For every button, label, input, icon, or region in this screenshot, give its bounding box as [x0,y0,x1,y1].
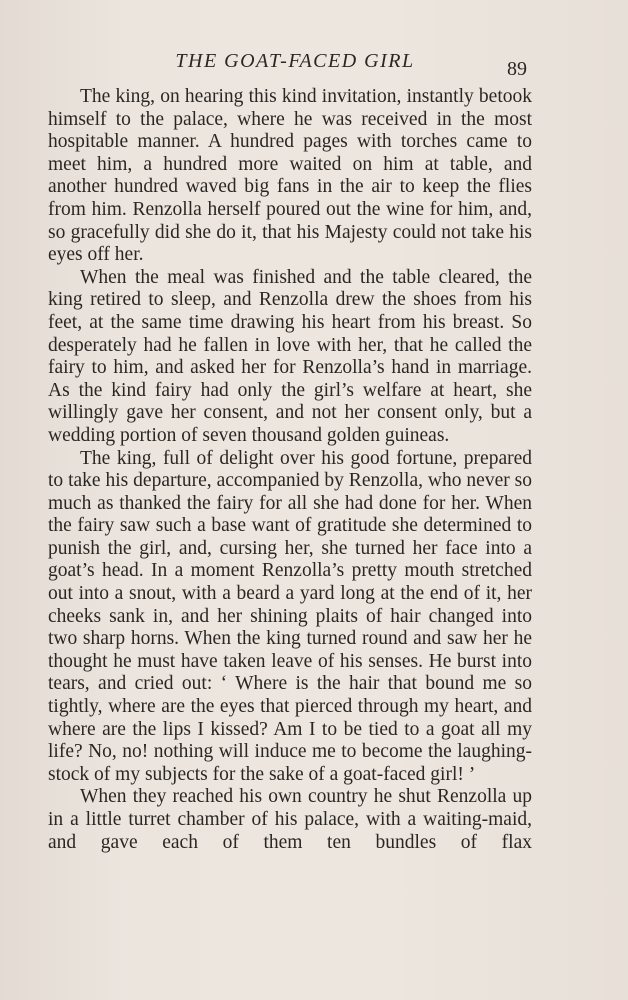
paragraph-3: The king, full of delight over his good fortune, prepared to take his departure, accompanied by Renzolla, who never so much as thanked the fairy for all she had done for her. When the fairy saw such a base want of gratitude she determined to punish the girl, and, cursing her, she turned her face into a goat’s head. In a moment Renzolla’s pretty mouth stretched out into a snout, with a beard a yard long at the end of it, her cheeks sank in, and her shining plaits of hair changed into two sharp horns. When the king turned round and saw her he thought he must have taken leave of his senses. He burst into tears, and cried out: ‘ Where is the hair that bound me so tightly, where are the eyes that pierced through my heart, and where are the lips I kissed? Am I to be tied to a goat all my life? No, no! nothing will induce me to become the laughing-stock of my subjects for the sake of a goat-faced girl! ’ [48,447,532,785]
running-title: THE GOAT-FACED GIRL [175,50,415,72]
paragraph-2: When the meal was finished and the table cleared, the king retired to sleep, and Renzolla drew the shoes from his feet, at the same time drawing his heart from his breast. So desperately had he fallen in love with her, that he called the fairy to him, and asked her for Renzolla’s hand in marriage. As the kind fairy had only the girl’s welfare at heart, she willingly gave her consent, and not her consent only, but a wedding portion of seven thousand golden guineas. [48,266,532,446]
paragraph-4: When they reached his own country he shut Renzolla up in a little turret chamber of his palace, with a waiting-maid, and gave each of them ten bundles of flax [48,786,532,853]
paragraph-1: The king, on hearing this kind invitation, instantly betook himself to the palace, where he was received in the most hospitable manner. A hundred pages with torches came to meet him, a hundred more waited on him at table, and another hundred waved big fans in the air to keep the flies from him. Renzolla herself poured out the wine for him, and, so gracefully did she do it, that his Majesty could not take his eyes off her. [48,86,532,266]
body-text [48,86,532,854]
page-number: 89 [507,58,527,80]
